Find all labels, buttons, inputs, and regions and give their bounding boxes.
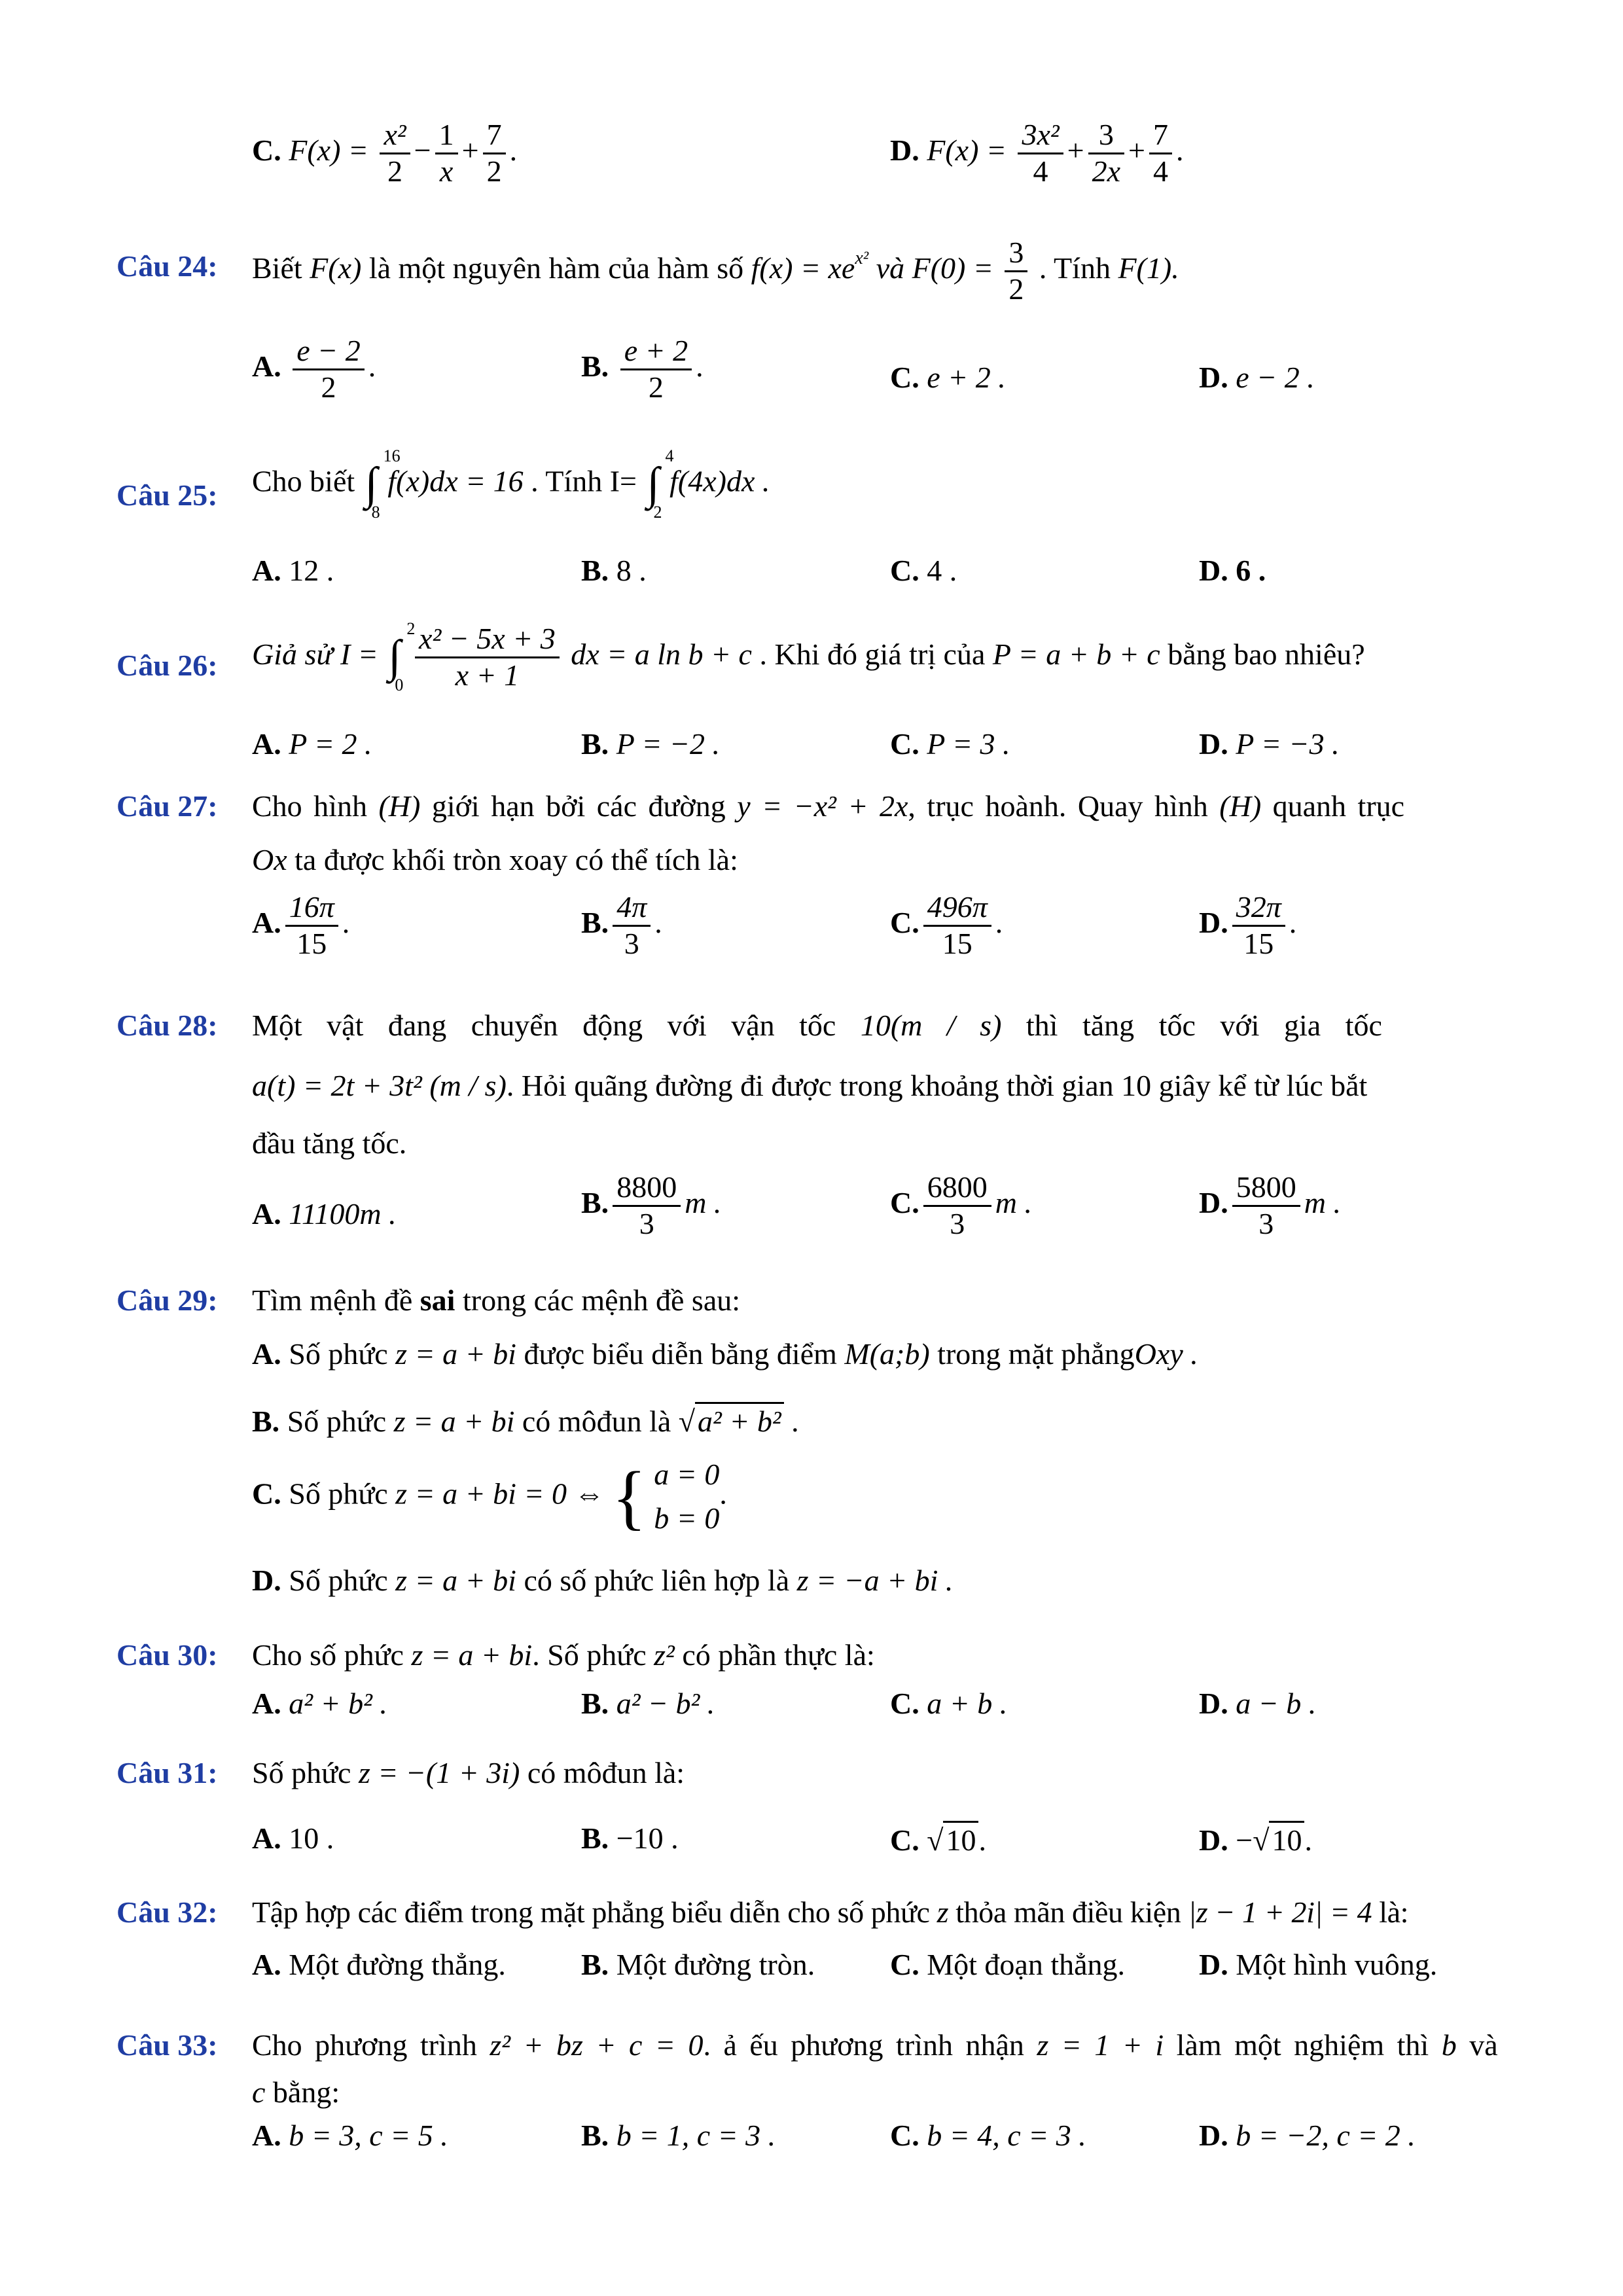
question-stem-line-1: Cho hình (H) giới hạn bởi các đường y = −x² + 2x, trục hoành. Quay hình (H) quanh trục bbox=[252, 789, 1405, 823]
sqrt-symbol: √ bbox=[1253, 1823, 1270, 1857]
sqrt-symbol: √ bbox=[678, 1405, 696, 1438]
q24-option-b: B. $\frac{e + 2}{2}$ . bbox=[581, 334, 704, 404]
integral-sign: ∫ 16 8 bbox=[365, 446, 401, 522]
q33-option-b: B. b = 1, c = 3 . bbox=[581, 2119, 776, 2152]
q25-option-a: A. 12 . bbox=[252, 554, 334, 587]
question-label: Câu 33: bbox=[116, 2028, 218, 2062]
q32-option-d: D. Một hình vuông. bbox=[1199, 1948, 1438, 1981]
q26-option-d: D. P = −3 . bbox=[1199, 727, 1340, 761]
q24-option-c: C. e + 2 . bbox=[890, 361, 1006, 394]
question-label: Câu 24: bbox=[116, 249, 218, 283]
question-stem: Cho biết ∫ 16 8 f(x)dx = 16 . Tính I= ∫ 4 2 f(4x)dx . bbox=[252, 446, 770, 522]
q29-option-c: C. Số phức z = a + bi = 0 ⇔ { a = 0 b = 0 . bbox=[252, 1456, 727, 1537]
question-label: Câu 27: bbox=[116, 789, 218, 823]
q33-option-c: C. b = 4, c = 3 . bbox=[890, 2119, 1086, 2152]
question-stem-line-2: Ox ta được khối tròn xoay có thể tích là: bbox=[252, 843, 738, 876]
question-stem: Tìm mệnh đề sai trong các mệnh đề sau: bbox=[252, 1283, 741, 1317]
q26-option-a: A. P = 2 . bbox=[252, 727, 372, 761]
question-stem-line-1: Một vật đang chuyển động với vận tốc 10(m / s) thì tăng tốc với gia tốc bbox=[252, 1009, 1382, 1042]
q29-option-a: A. Số phức z = a + bi được biểu diễn bằng điểm M(a;b) trong mặt phẳngOxy . bbox=[252, 1337, 1198, 1371]
question-label: Câu 26: bbox=[116, 649, 218, 682]
integral-sign: ∫ 4 2 bbox=[647, 446, 674, 522]
q23-option-c: C. F(x) = $\frac{\text{x²}}{2}$ − $\frac{1}{x}$ + $\frac{7}{2}$ . bbox=[252, 118, 518, 188]
question-label: Câu 29: bbox=[116, 1283, 218, 1317]
q28-option-a: A. 11100m . bbox=[252, 1197, 397, 1230]
question-label: Câu 28: bbox=[116, 1009, 218, 1042]
integral-sign: ∫ 2 0 bbox=[388, 619, 416, 695]
q30-option-d: D. a − b . bbox=[1199, 1687, 1317, 1720]
q27-option-c: C. $\frac{496\pi}{15}$ . bbox=[890, 890, 1003, 960]
q30-option-a: A. a² + b² . bbox=[252, 1687, 387, 1720]
q32-option-a: A. Một đường thẳng. bbox=[252, 1948, 506, 1981]
q25-option-c: C. 4 . bbox=[890, 554, 957, 587]
q28-option-c: C. $\frac{6800}{3}$ m . bbox=[890, 1170, 1032, 1240]
q28-option-b: B. $\frac{8800}{3}$ m . bbox=[581, 1170, 722, 1240]
question-label: Câu 31: bbox=[116, 1756, 218, 1789]
question-stem-line-3: đầu tăng tốc. bbox=[252, 1126, 407, 1160]
q27-option-d: D. $\frac{32\pi}{15}$ . bbox=[1199, 890, 1297, 960]
q28-option-d: D. $\frac{5800}{3}$ m . bbox=[1199, 1170, 1341, 1240]
question-stem: Biết F(x) là một nguyên hàm của hàm số $f(x) = xe^{x^2}$ và F(0) = $\frac{3}{2}$ . Tính F(1). bbox=[252, 236, 1179, 306]
q24-option-d: D. e − 2 . bbox=[1199, 361, 1315, 394]
q29-option-d: D. Số phức z = a + bi có số phức liên hợp là z = −a + bi . bbox=[252, 1564, 954, 1597]
q30-option-b: B. a² − b² . bbox=[581, 1687, 715, 1720]
q30-option-c: C. a + b . bbox=[890, 1687, 1008, 1720]
q27-option-a: A. $\frac{16\pi}{15}$ . bbox=[252, 890, 350, 960]
question-stem: Cho số phức z = a + bi. Số phức z² có phần thực là: bbox=[252, 1638, 875, 1672]
brace-symbol: { bbox=[611, 1456, 647, 1537]
sqrt-symbol: √ bbox=[927, 1823, 944, 1857]
question-stem: Số phức z = −(1 + 3i) có môđun là: bbox=[252, 1756, 685, 1789]
question-label: Câu 32: bbox=[116, 1895, 218, 1929]
q32-option-c: C. Một đoạn thẳng. bbox=[890, 1948, 1126, 1981]
q25-option-d: D. 6 . bbox=[1199, 554, 1266, 587]
q33-option-d: D. b = −2, c = 2 . bbox=[1199, 2119, 1416, 2152]
q26-option-c: C. P = 3 . bbox=[890, 727, 1010, 761]
q31-option-d: D. −√10. bbox=[1199, 1821, 1312, 1857]
q26-option-b: B. P = −2 . bbox=[581, 727, 721, 761]
q25-option-b: B. 8 . bbox=[581, 554, 647, 587]
q24-option-a: A. $\frac{e - 2}{2}$ . bbox=[252, 334, 376, 404]
question-label: Câu 30: bbox=[116, 1638, 218, 1672]
question-stem-line-2: c bằng: bbox=[252, 2075, 340, 2109]
q31-option-a: A. 10 . bbox=[252, 1821, 334, 1855]
q23-option-d: D. F(x) = $\frac{\text{3x²}}{4}$ + $\frac{3}{2x}$ + $\frac{7}{4}$ . bbox=[890, 118, 1184, 188]
q33-option-a: A. b = 3, c = 5 . bbox=[252, 2119, 448, 2152]
q27-option-b: B. $\frac{4\pi}{3}$ . bbox=[581, 890, 662, 960]
question-stem: Tập hợp các điểm trong mặt phẳng biểu diễn cho số phức z thỏa mãn điều kiện |z − 1 + 2i| = 4 là: bbox=[252, 1895, 1409, 1929]
question-stem-line-1: Cho phương trình z² + bz + c = 0. ả ếu phương trình nhận z = 1 + i làm một nghiệm thì b và bbox=[252, 2028, 1498, 2062]
question-stem-line-2: a(t) = 2t + 3t² (m / s). Hỏi quãng đường đi được trong khoảng thời gian 10 giây kể từ lúc bắt bbox=[252, 1069, 1368, 1102]
question-stem: Giả sử I = ∫ 2 0 $\frac{\text{x² − 5x + 3}}{x + 1}$ dx = a ln b + c . Khi đó giá trị của P = a + b + c bằng bao nhiêu? bbox=[252, 619, 1365, 695]
q29-option-b: B. Số phức z = a + bi có môđun là √a² + b² . bbox=[252, 1402, 799, 1439]
q31-option-c: C. √10. bbox=[890, 1821, 986, 1857]
q32-option-b: B. Một đường tròn. bbox=[581, 1948, 815, 1981]
question-label: Câu 25: bbox=[116, 478, 218, 512]
q31-option-b: B. −10 . bbox=[581, 1821, 679, 1855]
